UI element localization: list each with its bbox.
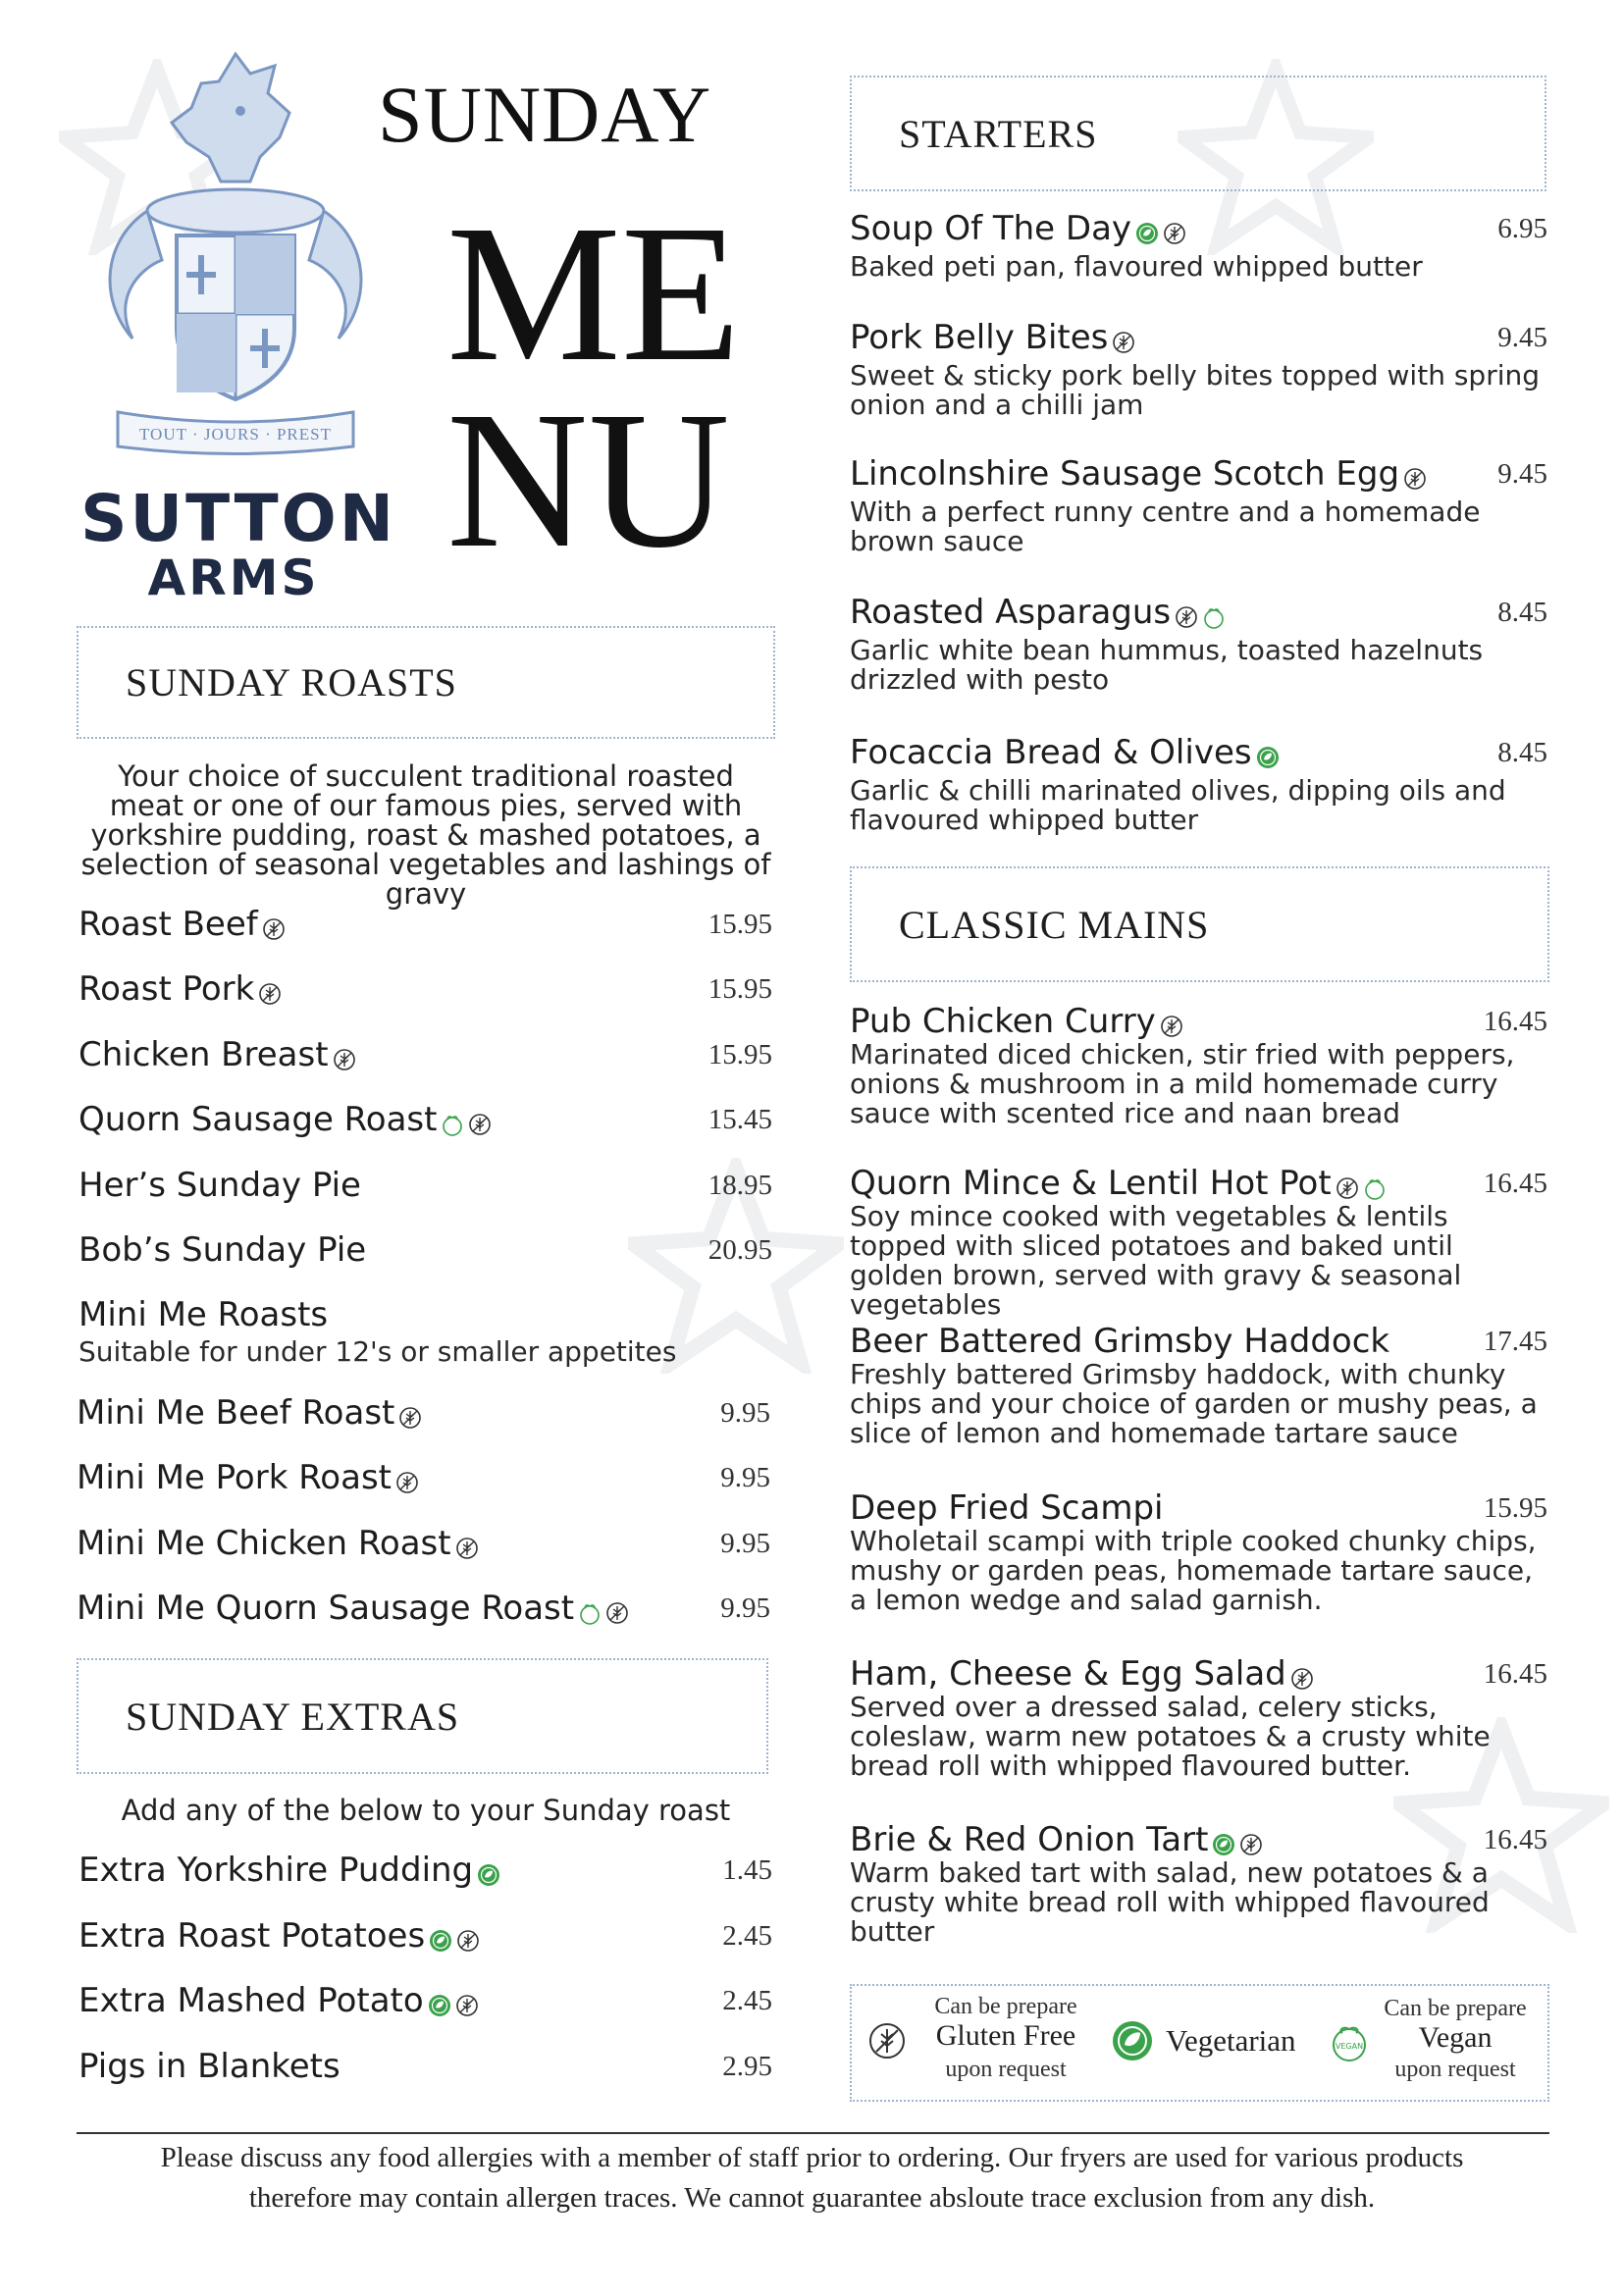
- section-title: SUNDAY EXTRAS: [126, 1695, 460, 1739]
- gf-note-bottom: upon request: [945, 2057, 1067, 2082]
- dietary-legend: [850, 1984, 1549, 2102]
- vegetarian-icon: [1135, 222, 1159, 249]
- starter-item: [850, 593, 1226, 633]
- item-price: 9.95: [720, 1592, 770, 1624]
- roast-item: [79, 1035, 356, 1075]
- gluten-free-icon: [398, 1406, 422, 1434]
- vegan-note-top: Can be prepare: [1384, 1996, 1527, 2021]
- extra-item: [79, 1916, 480, 1957]
- item-name: Ham, Cheese & Egg Salad: [850, 1654, 1286, 1694]
- starters-header: [850, 76, 1546, 191]
- starter-item: [850, 733, 1280, 773]
- crest-logo: [93, 44, 378, 456]
- item-description: Garlic white bean hummus, toasted hazelnuts drizzled with pesto: [850, 634, 1484, 696]
- menu-title-nu: NU: [446, 372, 730, 589]
- starter-item: [850, 454, 1427, 495]
- gluten-free-icon: [867, 2021, 907, 2064]
- gluten-free-icon: [1403, 467, 1427, 495]
- item-description: Sweet & sticky pork belly bites topped with spring onion and a chilli jam: [850, 359, 1541, 421]
- item-name: Lincolnshire Sausage Scotch Egg: [850, 454, 1400, 494]
- roast-item: [79, 1230, 366, 1270]
- item-name: Mini Me Beef Roast: [77, 1393, 395, 1433]
- roast-item: [79, 905, 286, 945]
- crest-motto: TOUT · JOURS · PREST: [138, 425, 332, 444]
- gluten-free-icon: [258, 982, 282, 1010]
- vegetarian-icon: [1111, 2019, 1154, 2066]
- vegan-icon: [578, 1601, 602, 1629]
- footer-divider: [77, 2132, 1549, 2134]
- item-price: 15.45: [707, 1104, 772, 1135]
- mini-roasts-note: Suitable for under 12's or smaller appetites: [79, 1335, 677, 1368]
- extras-intro: Add any of the below to your Sunday roast: [121, 1794, 731, 1827]
- starter-item: [850, 318, 1135, 358]
- item-price: 6.95: [1497, 213, 1547, 244]
- item-description: Freshly battered Grimsby haddock, with chunky chips and your choice of garden or mushy peas, a slice of lemon and homemade tartare sauce: [850, 1358, 1538, 1449]
- item-name: Pub Chicken Curry: [850, 1002, 1156, 1041]
- roast-item: [79, 1166, 361, 1205]
- item-price: 8.45: [1497, 737, 1547, 768]
- item-name: Quorn Sausage Roast: [79, 1100, 438, 1139]
- gluten-free-icon: [1112, 331, 1135, 358]
- menu-title-me: ME: [446, 185, 741, 402]
- item-price: 17.45: [1483, 1326, 1547, 1357]
- item-price: 16.45: [1483, 1658, 1547, 1690]
- item-name: Extra Yorkshire Pudding: [79, 1851, 474, 1890]
- sunday-roasts-header: [77, 626, 775, 739]
- vegan-note-bottom: upon request: [1394, 2057, 1516, 2082]
- item-price: 15.95: [1483, 1492, 1547, 1524]
- item-name: Mini Me Pork Roast: [77, 1458, 392, 1497]
- brand-name: SUTTON: [79, 481, 397, 556]
- item-price: 15.95: [707, 909, 772, 940]
- item-price: 18.95: [707, 1170, 772, 1201]
- item-price: 2.95: [722, 2051, 772, 2082]
- allergy-notice-line2: therefore may contain allergen traces. We cannot guarantee absloute trace exclusion from any dish.: [248, 2182, 1376, 2214]
- main-item: [850, 1488, 1163, 1528]
- main-item: [850, 1164, 1387, 1204]
- mini-roast-item: [77, 1458, 419, 1498]
- main-item: [850, 1002, 1183, 1042]
- item-price: 15.95: [707, 973, 772, 1005]
- item-price: 9.45: [1497, 322, 1547, 353]
- item-price: 2.45: [722, 1920, 772, 1952]
- item-description: Marinated diced chicken, stir fried with peppers, onions & mushroom in a mild homemade curry sauce with scented rice and naan bread: [850, 1038, 1515, 1129]
- main-item: [850, 1322, 1389, 1361]
- item-price: 15.95: [707, 1039, 772, 1070]
- section-title: STARTERS: [899, 112, 1098, 156]
- item-name: Extra Mashed Potato: [79, 1981, 424, 2020]
- main-item: [850, 1654, 1314, 1695]
- gluten-free-icon: [456, 1929, 480, 1957]
- item-name: Extra Roast Potatoes: [79, 1916, 426, 1956]
- mini-roasts-title: Mini Me Roasts: [79, 1295, 329, 1334]
- item-price: 16.45: [1483, 1824, 1547, 1855]
- item-name: Pigs in Blankets: [79, 2047, 341, 2086]
- item-price: 20.95: [707, 1234, 772, 1266]
- item-name: Brie & Red Onion Tart: [850, 1820, 1209, 1859]
- item-price: 9.95: [720, 1528, 770, 1559]
- item-price: 16.45: [1483, 1006, 1547, 1037]
- item-price: 1.45: [722, 1854, 772, 1886]
- gluten-free-icon: [455, 1537, 479, 1564]
- item-price: 2.45: [722, 1985, 772, 2016]
- item-name: Her’s Sunday Pie: [79, 1166, 361, 1205]
- section-title: SUNDAY ROASTS: [126, 660, 457, 704]
- item-price: 9.95: [720, 1462, 770, 1493]
- item-price: 9.45: [1497, 458, 1547, 490]
- item-name: Soup Of The Day: [850, 209, 1132, 248]
- vegetarian-icon: [429, 1929, 452, 1957]
- item-description: Served over a dressed salad, celery sticks, coleslaw, warm new potatoes & a crusty white bread roll with whipped flavoured butter.: [850, 1691, 1491, 1782]
- gluten-free-icon: [262, 917, 286, 945]
- item-description: Wholetail scampi with triple cooked chunky chips, mushy or garden peas, homemade tartare sauce, a lemon wedge and salad garnish.: [850, 1525, 1537, 1616]
- roasts-intro: Your choice of succulent traditional roasted meat or one of our famous pies, served with yorkshire pudding, roast & mashed potatoes, a selection of seasonal vegetables and lashings of gravy: [80, 759, 771, 911]
- gluten-free-icon: [333, 1048, 356, 1075]
- extra-item: [79, 2047, 341, 2086]
- classic-mains-header: [850, 866, 1549, 982]
- gluten-free-icon: [468, 1113, 492, 1140]
- sunday-extras-header: [77, 1658, 768, 1774]
- extra-item: [79, 1981, 479, 2021]
- item-name: Beer Battered Grimsby Haddock: [850, 1322, 1390, 1361]
- item-name: Mini Me Chicken Roast: [77, 1524, 451, 1563]
- item-price: 9.95: [720, 1397, 770, 1429]
- mini-roast-item: [77, 1524, 479, 1564]
- item-description: Garlic & chilli marinated olives, dipping oils and flavoured whipped butter: [850, 774, 1506, 836]
- item-name: Chicken Breast: [79, 1035, 329, 1074]
- mini-roast-item: [77, 1393, 422, 1434]
- starter-item: [850, 209, 1186, 249]
- vegetarian-icon: [1256, 746, 1280, 773]
- mini-roast-item: [77, 1589, 629, 1629]
- vegetarian-label: Vegetarian: [1166, 2023, 1296, 2058]
- item-description: Soy mince cooked with vegetables & lentils topped with sliced potatoes and baked until golden brown, served with gravy & seasonal vegetables: [850, 1200, 1462, 1321]
- vegetarian-icon: [428, 1994, 451, 2021]
- menu-title-sunday: SUNDAY: [378, 70, 712, 159]
- vegan-icon: [1329, 2021, 1370, 2066]
- svg-text:VEGAN: VEGAN: [1335, 2042, 1364, 2051]
- roast-item: [79, 969, 282, 1010]
- item-price: 8.45: [1497, 597, 1547, 628]
- vegan-label: Vegan: [1418, 2021, 1493, 2054]
- gf-note-top: Can be prepare: [934, 1994, 1077, 2019]
- item-name: Bob’s Sunday Pie: [79, 1230, 367, 1270]
- gluten-free-icon: [1163, 222, 1186, 249]
- vegan-icon: [1202, 605, 1226, 633]
- item-description: With a perfect runny centre and a homemade brown sauce: [850, 496, 1481, 557]
- item-name: Deep Fried Scampi: [850, 1488, 1164, 1528]
- item-name: Focaccia Bread & Olives: [850, 733, 1252, 772]
- item-name: Roasted Asparagus: [850, 593, 1172, 632]
- vegetarian-icon: [477, 1863, 500, 1891]
- main-item: [850, 1820, 1263, 1860]
- allergy-notice-line1: Please discuss any food allergies with a member of staff prior to ordering. Our fryers are used for various products: [160, 2142, 1464, 2173]
- brand-subname: ARMS: [147, 549, 320, 606]
- extra-item: [79, 1851, 500, 1891]
- gluten-free-icon: [455, 1994, 479, 2021]
- gluten-free-icon: [1175, 605, 1198, 633]
- item-price: 16.45: [1483, 1168, 1547, 1199]
- item-description: Warm baked tart with salad, new potatoes & a crusty white bread roll with whipped flavoured butter: [850, 1856, 1490, 1948]
- section-title: CLASSIC MAINS: [899, 903, 1210, 947]
- vegan-icon: [441, 1113, 464, 1140]
- item-name: Mini Me Quorn Sausage Roast: [77, 1589, 575, 1628]
- gluten-free-icon: [605, 1601, 629, 1629]
- gf-label: Gluten Free: [935, 2019, 1076, 2052]
- item-description: Baked peti pan, flavoured whipped butter: [850, 250, 1423, 283]
- item-name: Roast Pork: [79, 969, 255, 1009]
- gluten-free-icon: [395, 1471, 419, 1498]
- item-name: Pork Belly Bites: [850, 318, 1109, 357]
- roast-item: [79, 1100, 492, 1140]
- item-name: Quorn Mince & Lentil Hot Pot: [850, 1164, 1332, 1203]
- item-name: Roast Beef: [79, 905, 258, 944]
